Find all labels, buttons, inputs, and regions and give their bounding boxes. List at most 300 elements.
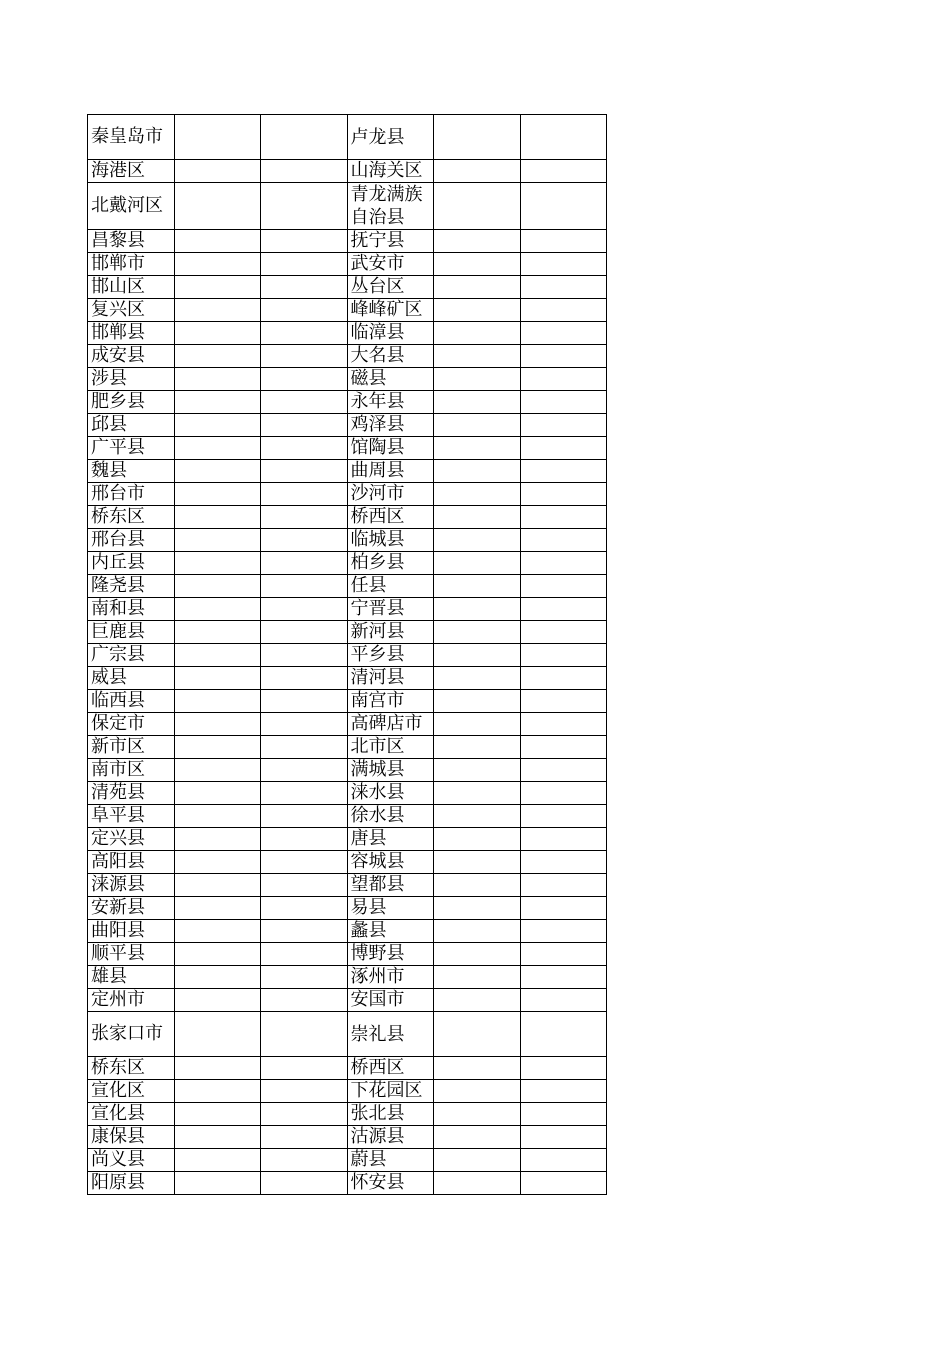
- table-row: [88, 115, 607, 160]
- right-region-cell: 蔚县: [347, 1149, 434, 1172]
- left-region-cell: 邱县: [88, 414, 175, 437]
- right-empty-cell-2[interactable]: [520, 529, 607, 552]
- left-region-cell: 威县: [88, 667, 175, 690]
- left-empty-cell-1[interactable]: [174, 368, 261, 391]
- right-region-cell: 沙河市: [347, 483, 434, 506]
- left-region-cell: 涞源县: [88, 874, 175, 897]
- left-empty-cell-1[interactable]: [174, 414, 261, 437]
- left-empty-cell-2[interactable]: [261, 230, 348, 253]
- table-row: [88, 1172, 607, 1195]
- left-empty-cell-1[interactable]: [174, 230, 261, 253]
- left-region-cell: 阜平县: [88, 805, 175, 828]
- table-row: [88, 391, 607, 414]
- left-region-cell: 高阳县: [88, 851, 175, 874]
- right-region-cell: 抚宁县: [347, 230, 434, 253]
- right-empty-cell-2[interactable]: [520, 874, 607, 897]
- left-empty-cell-1[interactable]: [174, 322, 261, 345]
- table-row: [88, 322, 607, 345]
- left-empty-cell-1[interactable]: [174, 437, 261, 460]
- left-empty-cell-1[interactable]: [174, 1126, 261, 1149]
- table-row: [88, 253, 607, 276]
- left-empty-cell-1[interactable]: [174, 460, 261, 483]
- left-region-cell: 康保县: [88, 1126, 175, 1149]
- right-region-cell: 鸡泽县: [347, 414, 434, 437]
- table-row: [88, 552, 607, 575]
- left-empty-cell-1[interactable]: [174, 345, 261, 368]
- right-region-cell: 涞水县: [347, 782, 434, 805]
- right-empty-cell-2[interactable]: [520, 1057, 607, 1080]
- right-empty-cell-2[interactable]: [520, 483, 607, 506]
- left-empty-cell-1[interactable]: [174, 1080, 261, 1103]
- right-empty-cell-2[interactable]: [520, 943, 607, 966]
- left-empty-cell-1[interactable]: [174, 805, 261, 828]
- left-empty-cell-2[interactable]: [261, 667, 348, 690]
- right-empty-cell-1[interactable]: [434, 667, 521, 690]
- left-region-cell: 邢台县: [88, 529, 175, 552]
- right-empty-cell-2[interactable]: [520, 575, 607, 598]
- right-empty-cell-2[interactable]: [520, 598, 607, 621]
- left-empty-cell-2[interactable]: [261, 483, 348, 506]
- table-row: [88, 368, 607, 391]
- left-region-cell: 涉县: [88, 368, 175, 391]
- right-empty-cell-2[interactable]: [520, 414, 607, 437]
- right-empty-cell-1[interactable]: [434, 897, 521, 920]
- left-empty-cell-2[interactable]: [261, 368, 348, 391]
- right-region-cell: 峰峰矿区: [347, 299, 434, 322]
- right-region-cell: 青龙满族自治县: [347, 183, 434, 230]
- table-row: [88, 1103, 607, 1126]
- left-region-cell: 邯郸县: [88, 322, 175, 345]
- right-empty-cell-2[interactable]: [520, 276, 607, 299]
- left-empty-cell-1[interactable]: [174, 667, 261, 690]
- left-empty-cell-1[interactable]: [174, 299, 261, 322]
- table-row: [88, 759, 607, 782]
- right-empty-cell-2[interactable]: [520, 1172, 607, 1195]
- right-region-cell: 武安市: [347, 253, 434, 276]
- table-row: [88, 690, 607, 713]
- left-empty-cell-2[interactable]: [261, 115, 348, 160]
- right-empty-cell-1[interactable]: [434, 1057, 521, 1080]
- right-region-cell: 崇礼县: [347, 1012, 434, 1057]
- right-region-cell: 安国市: [347, 989, 434, 1012]
- right-empty-cell-2[interactable]: [520, 851, 607, 874]
- right-region-cell: 涿州市: [347, 966, 434, 989]
- left-empty-cell-2[interactable]: [261, 506, 348, 529]
- right-empty-cell-1[interactable]: [434, 460, 521, 483]
- left-empty-cell-2[interactable]: [261, 1057, 348, 1080]
- left-region-cell: 隆尧县: [88, 575, 175, 598]
- table-row: [88, 1057, 607, 1080]
- right-empty-cell-1[interactable]: [434, 782, 521, 805]
- left-empty-cell-1[interactable]: [174, 759, 261, 782]
- left-region-cell: 雄县: [88, 966, 175, 989]
- left-empty-cell-1[interactable]: [174, 943, 261, 966]
- right-empty-cell-2[interactable]: [520, 368, 607, 391]
- right-empty-cell-2[interactable]: [520, 1126, 607, 1149]
- right-region-cell: 磁县: [347, 368, 434, 391]
- right-region-cell: 桥西区: [347, 506, 434, 529]
- left-empty-cell-1[interactable]: [174, 575, 261, 598]
- left-empty-cell-2[interactable]: [261, 851, 348, 874]
- left-empty-cell-2[interactable]: [261, 575, 348, 598]
- left-empty-cell-2[interactable]: [261, 529, 348, 552]
- left-empty-cell-2[interactable]: [261, 1149, 348, 1172]
- table-row: [88, 460, 607, 483]
- table-row: [88, 506, 607, 529]
- table-row: [88, 1149, 607, 1172]
- left-empty-cell-2[interactable]: [261, 1126, 348, 1149]
- left-empty-cell-1[interactable]: [174, 552, 261, 575]
- right-region-cell: 徐水县: [347, 805, 434, 828]
- right-empty-cell-1[interactable]: [434, 506, 521, 529]
- right-region-cell: 丛台区: [347, 276, 434, 299]
- left-empty-cell-2[interactable]: [261, 874, 348, 897]
- region-table-body: [88, 115, 607, 1195]
- left-region-cell: 张家口市: [88, 1012, 175, 1057]
- right-empty-cell-1[interactable]: [434, 621, 521, 644]
- table-row: [88, 160, 607, 183]
- table-row: [88, 874, 607, 897]
- right-region-cell: 馆陶县: [347, 437, 434, 460]
- right-empty-cell-1[interactable]: [434, 183, 521, 230]
- table-row: [88, 989, 607, 1012]
- right-empty-cell-2[interactable]: [520, 805, 607, 828]
- left-region-cell: 昌黎县: [88, 230, 175, 253]
- left-empty-cell-2[interactable]: [261, 1080, 348, 1103]
- left-region-cell: 顺平县: [88, 943, 175, 966]
- right-empty-cell-1[interactable]: [434, 1103, 521, 1126]
- right-region-cell: 宁晋县: [347, 598, 434, 621]
- left-region-cell: 定兴县: [88, 828, 175, 851]
- right-empty-cell-2[interactable]: [520, 253, 607, 276]
- right-empty-cell-1[interactable]: [434, 115, 521, 160]
- left-region-cell: 邯山区: [88, 276, 175, 299]
- left-empty-cell-1[interactable]: [174, 506, 261, 529]
- left-empty-cell-1[interactable]: [174, 1012, 261, 1057]
- left-empty-cell-1[interactable]: [174, 920, 261, 943]
- left-region-cell: 安新县: [88, 897, 175, 920]
- right-empty-cell-1[interactable]: [434, 989, 521, 1012]
- right-empty-cell-1[interactable]: [434, 483, 521, 506]
- left-empty-cell-2[interactable]: [261, 805, 348, 828]
- table-row: [88, 437, 607, 460]
- left-region-cell: 内丘县: [88, 552, 175, 575]
- left-empty-cell-2[interactable]: [261, 345, 348, 368]
- left-empty-cell-2[interactable]: [261, 828, 348, 851]
- table-row: [88, 230, 607, 253]
- right-region-cell: 临城县: [347, 529, 434, 552]
- left-region-cell: 桥东区: [88, 1057, 175, 1080]
- right-empty-cell-2[interactable]: [520, 667, 607, 690]
- right-empty-cell-1[interactable]: [434, 943, 521, 966]
- right-empty-cell-2[interactable]: [520, 322, 607, 345]
- right-empty-cell-2[interactable]: [520, 391, 607, 414]
- left-region-cell: 南和县: [88, 598, 175, 621]
- left-empty-cell-1[interactable]: [174, 713, 261, 736]
- right-empty-cell-2[interactable]: [520, 644, 607, 667]
- left-empty-cell-1[interactable]: [174, 1149, 261, 1172]
- right-region-cell: 永年县: [347, 391, 434, 414]
- left-region-cell: 清苑县: [88, 782, 175, 805]
- table-row: [88, 345, 607, 368]
- right-empty-cell-1[interactable]: [434, 828, 521, 851]
- right-empty-cell-1[interactable]: [434, 644, 521, 667]
- right-region-cell: 曲周县: [347, 460, 434, 483]
- left-empty-cell-1[interactable]: [174, 115, 261, 160]
- left-empty-cell-2[interactable]: [261, 690, 348, 713]
- right-empty-cell-2[interactable]: [520, 759, 607, 782]
- left-region-cell: 秦皇岛市: [88, 115, 175, 160]
- right-empty-cell-2[interactable]: [520, 621, 607, 644]
- right-empty-cell-1[interactable]: [434, 1126, 521, 1149]
- table-row: [88, 529, 607, 552]
- right-empty-cell-1[interactable]: [434, 874, 521, 897]
- right-region-cell: 平乡县: [347, 644, 434, 667]
- right-empty-cell-2[interactable]: [520, 460, 607, 483]
- right-empty-cell-2[interactable]: [520, 183, 607, 230]
- right-empty-cell-1[interactable]: [434, 276, 521, 299]
- right-region-cell: 任县: [347, 575, 434, 598]
- right-empty-cell-1[interactable]: [434, 851, 521, 874]
- right-empty-cell-1[interactable]: [434, 437, 521, 460]
- left-region-cell: 邯郸市: [88, 253, 175, 276]
- right-region-cell: 临漳县: [347, 322, 434, 345]
- right-empty-cell-2[interactable]: [520, 989, 607, 1012]
- right-region-cell: 蠡县: [347, 920, 434, 943]
- table-row: [88, 575, 607, 598]
- left-empty-cell-1[interactable]: [174, 160, 261, 183]
- table-row: [88, 828, 607, 851]
- right-empty-cell-2[interactable]: [520, 437, 607, 460]
- table-row: [88, 920, 607, 943]
- right-empty-cell-2[interactable]: [520, 299, 607, 322]
- left-region-cell: 复兴区: [88, 299, 175, 322]
- left-empty-cell-2[interactable]: [261, 713, 348, 736]
- table-row: [88, 667, 607, 690]
- right-region-cell: 南宫市: [347, 690, 434, 713]
- right-region-cell: 卢龙县: [347, 115, 434, 160]
- left-empty-cell-1[interactable]: [174, 851, 261, 874]
- right-region-cell: 清河县: [347, 667, 434, 690]
- right-empty-cell-1[interactable]: [434, 690, 521, 713]
- left-empty-cell-1[interactable]: [174, 828, 261, 851]
- left-region-cell: 南市区: [88, 759, 175, 782]
- right-empty-cell-1[interactable]: [434, 160, 521, 183]
- table-row: [88, 943, 607, 966]
- right-empty-cell-1[interactable]: [434, 575, 521, 598]
- right-empty-cell-2[interactable]: [520, 160, 607, 183]
- right-empty-cell-1[interactable]: [434, 966, 521, 989]
- table-row: [88, 851, 607, 874]
- left-region-cell: 肥乡县: [88, 391, 175, 414]
- left-empty-cell-2[interactable]: [261, 989, 348, 1012]
- table-row: [88, 1012, 607, 1057]
- left-empty-cell-1[interactable]: [174, 276, 261, 299]
- left-empty-cell-2[interactable]: [261, 943, 348, 966]
- left-region-cell: 曲阳县: [88, 920, 175, 943]
- left-empty-cell-1[interactable]: [174, 1172, 261, 1195]
- right-empty-cell-1[interactable]: [434, 552, 521, 575]
- left-region-cell: 定州市: [88, 989, 175, 1012]
- left-empty-cell-1[interactable]: [174, 644, 261, 667]
- left-empty-cell-2[interactable]: [261, 276, 348, 299]
- left-empty-cell-1[interactable]: [174, 253, 261, 276]
- left-empty-cell-2[interactable]: [261, 253, 348, 276]
- table-row: [88, 644, 607, 667]
- left-empty-cell-1[interactable]: [174, 598, 261, 621]
- left-empty-cell-2[interactable]: [261, 322, 348, 345]
- right-empty-cell-1[interactable]: [434, 1012, 521, 1057]
- right-empty-cell-1[interactable]: [434, 230, 521, 253]
- table-row: [88, 897, 607, 920]
- right-region-cell: 桥西区: [347, 1057, 434, 1080]
- left-empty-cell-2[interactable]: [261, 621, 348, 644]
- right-empty-cell-2[interactable]: [520, 690, 607, 713]
- right-empty-cell-2[interactable]: [520, 1103, 607, 1126]
- region-table: [87, 114, 607, 1195]
- table-row: [88, 805, 607, 828]
- right-empty-cell-2[interactable]: [520, 506, 607, 529]
- left-empty-cell-1[interactable]: [174, 391, 261, 414]
- left-empty-cell-2[interactable]: [261, 966, 348, 989]
- left-empty-cell-2[interactable]: [261, 1103, 348, 1126]
- left-empty-cell-2[interactable]: [261, 160, 348, 183]
- table-row: [88, 1126, 607, 1149]
- right-empty-cell-2[interactable]: [520, 828, 607, 851]
- right-empty-cell-1[interactable]: [434, 598, 521, 621]
- right-region-cell: 柏乡县: [347, 552, 434, 575]
- left-empty-cell-2[interactable]: [261, 1172, 348, 1195]
- left-region-cell: 保定市: [88, 713, 175, 736]
- right-empty-cell-2[interactable]: [520, 966, 607, 989]
- right-empty-cell-1[interactable]: [434, 736, 521, 759]
- right-empty-cell-1[interactable]: [434, 1080, 521, 1103]
- right-empty-cell-2[interactable]: [520, 782, 607, 805]
- table-row: [88, 621, 607, 644]
- right-empty-cell-1[interactable]: [434, 1172, 521, 1195]
- right-empty-cell-1[interactable]: [434, 368, 521, 391]
- right-empty-cell-1[interactable]: [434, 713, 521, 736]
- left-empty-cell-1[interactable]: [174, 183, 261, 230]
- table-row: [88, 713, 607, 736]
- right-empty-cell-2[interactable]: [520, 1080, 607, 1103]
- left-region-cell: 尚义县: [88, 1149, 175, 1172]
- right-region-cell: 唐县: [347, 828, 434, 851]
- right-empty-cell-2[interactable]: [520, 115, 607, 160]
- left-empty-cell-2[interactable]: [261, 782, 348, 805]
- right-empty-cell-1[interactable]: [434, 253, 521, 276]
- right-region-cell: 怀安县: [347, 1172, 434, 1195]
- left-empty-cell-2[interactable]: [261, 759, 348, 782]
- table-row: [88, 966, 607, 989]
- left-empty-cell-1[interactable]: [174, 966, 261, 989]
- right-region-cell: 易县: [347, 897, 434, 920]
- table-row: [88, 1080, 607, 1103]
- right-empty-cell-1[interactable]: [434, 345, 521, 368]
- right-region-cell: 下花园区: [347, 1080, 434, 1103]
- right-empty-cell-2[interactable]: [520, 345, 607, 368]
- left-empty-cell-1[interactable]: [174, 621, 261, 644]
- left-empty-cell-1[interactable]: [174, 897, 261, 920]
- right-empty-cell-2[interactable]: [520, 1012, 607, 1057]
- left-empty-cell-1[interactable]: [174, 782, 261, 805]
- left-empty-cell-2[interactable]: [261, 736, 348, 759]
- left-region-cell: 北戴河区: [88, 183, 175, 230]
- left-region-cell: 宣化区: [88, 1080, 175, 1103]
- right-empty-cell-1[interactable]: [434, 1149, 521, 1172]
- right-empty-cell-1[interactable]: [434, 299, 521, 322]
- right-region-cell: 博野县: [347, 943, 434, 966]
- right-empty-cell-2[interactable]: [520, 920, 607, 943]
- right-region-cell: 高碑店市: [347, 713, 434, 736]
- right-empty-cell-2[interactable]: [520, 230, 607, 253]
- left-region-cell: 新市区: [88, 736, 175, 759]
- left-region-cell: 桥东区: [88, 506, 175, 529]
- left-empty-cell-2[interactable]: [261, 1012, 348, 1057]
- left-empty-cell-1[interactable]: [174, 989, 261, 1012]
- right-region-cell: 张北县: [347, 1103, 434, 1126]
- right-empty-cell-1[interactable]: [434, 759, 521, 782]
- right-region-cell: 容城县: [347, 851, 434, 874]
- right-empty-cell-1[interactable]: [434, 529, 521, 552]
- right-empty-cell-2[interactable]: [520, 713, 607, 736]
- table-row: [88, 782, 607, 805]
- right-empty-cell-1[interactable]: [434, 391, 521, 414]
- left-empty-cell-1[interactable]: [174, 874, 261, 897]
- right-empty-cell-2[interactable]: [520, 552, 607, 575]
- right-empty-cell-2[interactable]: [520, 897, 607, 920]
- left-region-cell: 广宗县: [88, 644, 175, 667]
- left-empty-cell-2[interactable]: [261, 552, 348, 575]
- table-row: [88, 183, 607, 230]
- left-empty-cell-1[interactable]: [174, 690, 261, 713]
- left-empty-cell-1[interactable]: [174, 1103, 261, 1126]
- left-empty-cell-2[interactable]: [261, 598, 348, 621]
- right-empty-cell-2[interactable]: [520, 736, 607, 759]
- left-empty-cell-2[interactable]: [261, 897, 348, 920]
- right-empty-cell-1[interactable]: [434, 322, 521, 345]
- left-region-cell: 魏县: [88, 460, 175, 483]
- left-empty-cell-1[interactable]: [174, 529, 261, 552]
- left-empty-cell-2[interactable]: [261, 183, 348, 230]
- left-empty-cell-2[interactable]: [261, 920, 348, 943]
- table-row: [88, 414, 607, 437]
- left-region-cell: 成安县: [88, 345, 175, 368]
- right-region-cell: 满城县: [347, 759, 434, 782]
- left-empty-cell-2[interactable]: [261, 414, 348, 437]
- right-region-cell: 北市区: [347, 736, 434, 759]
- left-empty-cell-2[interactable]: [261, 437, 348, 460]
- right-empty-cell-1[interactable]: [434, 414, 521, 437]
- right-region-cell: 山海关区: [347, 160, 434, 183]
- left-empty-cell-2[interactable]: [261, 460, 348, 483]
- left-region-cell: 广平县: [88, 437, 175, 460]
- table-row: [88, 598, 607, 621]
- left-empty-cell-1[interactable]: [174, 736, 261, 759]
- left-empty-cell-2[interactable]: [261, 391, 348, 414]
- left-empty-cell-1[interactable]: [174, 483, 261, 506]
- left-region-cell: 巨鹿县: [88, 621, 175, 644]
- left-region-cell: 阳原县: [88, 1172, 175, 1195]
- right-empty-cell-1[interactable]: [434, 805, 521, 828]
- left-empty-cell-2[interactable]: [261, 644, 348, 667]
- right-empty-cell-1[interactable]: [434, 920, 521, 943]
- left-empty-cell-1[interactable]: [174, 1057, 261, 1080]
- right-empty-cell-2[interactable]: [520, 1149, 607, 1172]
- left-empty-cell-2[interactable]: [261, 299, 348, 322]
- left-region-cell: 海港区: [88, 160, 175, 183]
- right-region-cell: 大名县: [347, 345, 434, 368]
